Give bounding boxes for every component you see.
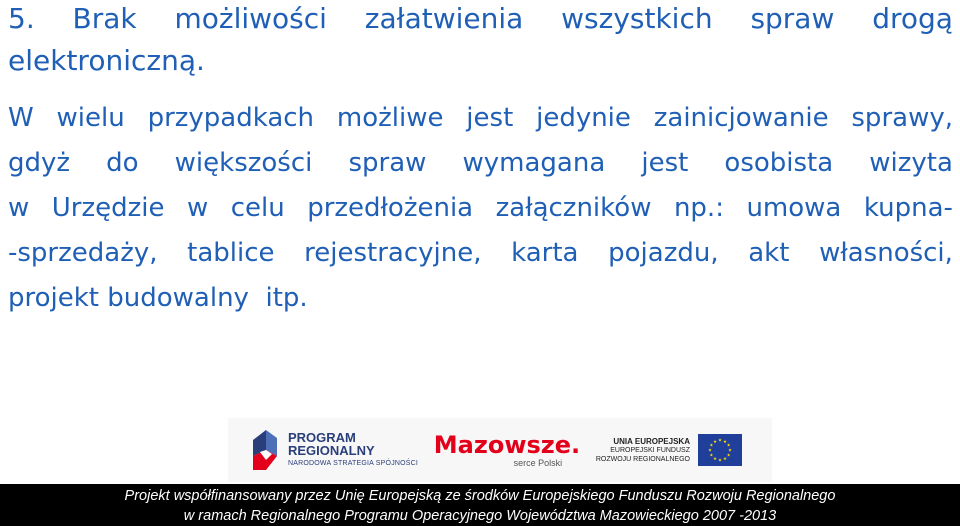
heading-word: Brak <box>72 2 137 35</box>
paragraph-word: własności, <box>819 238 953 268</box>
heading-line-1 <box>8 0 953 40</box>
paragraph-word: jest <box>641 148 689 178</box>
heading-word: wszystkich <box>561 2 713 35</box>
footer-banner <box>0 484 960 526</box>
eu-star-icon: ★ <box>722 438 728 444</box>
paragraph-word: W <box>8 103 34 133</box>
paragraph-word: tablice <box>187 238 275 268</box>
paragraph-line <box>8 141 953 186</box>
paragraph-word: gdyż <box>8 148 71 178</box>
eu-star-icon: ★ <box>709 442 714 448</box>
paragraph-word: pojazdu, <box>608 238 719 268</box>
paragraph-word: -sprzedaży, <box>8 238 158 268</box>
paragraph-word: kupna- <box>863 193 953 223</box>
heading-word: załatwienia <box>364 2 524 35</box>
slide-heading <box>8 0 953 82</box>
paragraph-word: możliwe <box>336 103 444 133</box>
footer-line-2: w ramach Regionalnego Programu Operacyjnego Województwa Mazowieckiego 2007 -2013 <box>183 508 777 524</box>
heading-word: możliwości <box>174 2 327 35</box>
paragraph-line <box>8 96 953 141</box>
mazowsze-tagline: serce Polski <box>513 458 563 468</box>
paragraph-word: rejestracyjne, <box>304 238 482 268</box>
eu-star-icon: ★ <box>709 452 714 458</box>
paragraph-word: Urzędzie <box>51 193 165 223</box>
paragraph-word: wielu <box>56 103 125 133</box>
paragraph-word: sprawy, <box>851 103 953 133</box>
paragraph-word: w <box>186 193 209 223</box>
eu-line-3: ROZWOJU REGIONALNEGO <box>595 455 690 463</box>
paragraph-word: np.: <box>673 193 724 223</box>
eu-star-icon: ★ <box>717 457 723 463</box>
body-paragraph <box>8 96 953 321</box>
eu-line-1: UNIA EUROPEJSKA <box>613 436 690 446</box>
heading-line-2: elektroniczną. <box>8 44 205 77</box>
paragraph-word: wymagana <box>462 148 606 178</box>
heading-word: drogą <box>872 2 953 35</box>
paragraph-word: przypadkach <box>147 103 315 133</box>
eu-star-icon: ★ <box>707 447 713 453</box>
paragraph-word: spraw <box>348 148 427 178</box>
eu-star-icon: ★ <box>712 456 718 462</box>
program-regionalny-icon <box>250 426 280 474</box>
paragraph-word: projekt budowalny itp. <box>8 283 308 313</box>
eu-flag-icon <box>698 434 742 466</box>
mazowsze-logo <box>434 432 580 468</box>
eu-star-icon: ★ <box>712 438 718 444</box>
paragraph-word: jest <box>466 103 514 133</box>
program-line-2: REGIONALNY <box>288 442 375 458</box>
eu-star-icon: ★ <box>717 437 723 443</box>
paragraph-word: jedynie <box>536 103 631 133</box>
paragraph-word: umowa <box>746 193 842 223</box>
paragraph-word: większości <box>174 148 313 178</box>
paragraph-word: celu <box>230 193 285 223</box>
logo-bar <box>228 418 772 482</box>
paragraph-word: wizyta <box>869 148 953 178</box>
paragraph-word: załączników <box>495 193 652 223</box>
paragraph-line <box>8 231 953 276</box>
footer-line-1: Projekt współfinansowany przez Unię Europejską ze środków Europejskiego Funduszu Rozwoju Regionalnego <box>124 488 836 504</box>
eu-line-2: EUROPEJSKI FUNDUSZ <box>610 446 690 454</box>
paragraph-word: karta <box>511 238 579 268</box>
paragraph-word: do <box>106 148 139 178</box>
paragraph-line <box>8 276 953 321</box>
eu-logo <box>596 434 742 466</box>
paragraph-word: w <box>8 193 30 223</box>
program-regionalny-logo <box>250 426 418 474</box>
paragraph-word: przedłożenia <box>307 193 474 223</box>
paragraph-word: akt <box>748 238 790 268</box>
paragraph-line <box>8 186 953 231</box>
eu-star-icon: ★ <box>727 447 733 453</box>
paragraph-word: zainicjowanie <box>653 103 829 133</box>
heading-word: spraw <box>750 2 835 35</box>
eu-star-icon: ★ <box>726 452 731 458</box>
eu-star-icon: ★ <box>726 442 731 448</box>
paragraph-word: osobista <box>724 148 834 178</box>
program-line-3: NARODOWA STRATEGIA SPÓJNOŚCI <box>288 459 419 467</box>
heading-word: 5. <box>8 2 35 35</box>
program-line-1: PROGRAM <box>288 429 356 445</box>
mazowsze-name: Mazowsze. <box>433 431 581 459</box>
eu-star-icon: ★ <box>722 456 728 462</box>
